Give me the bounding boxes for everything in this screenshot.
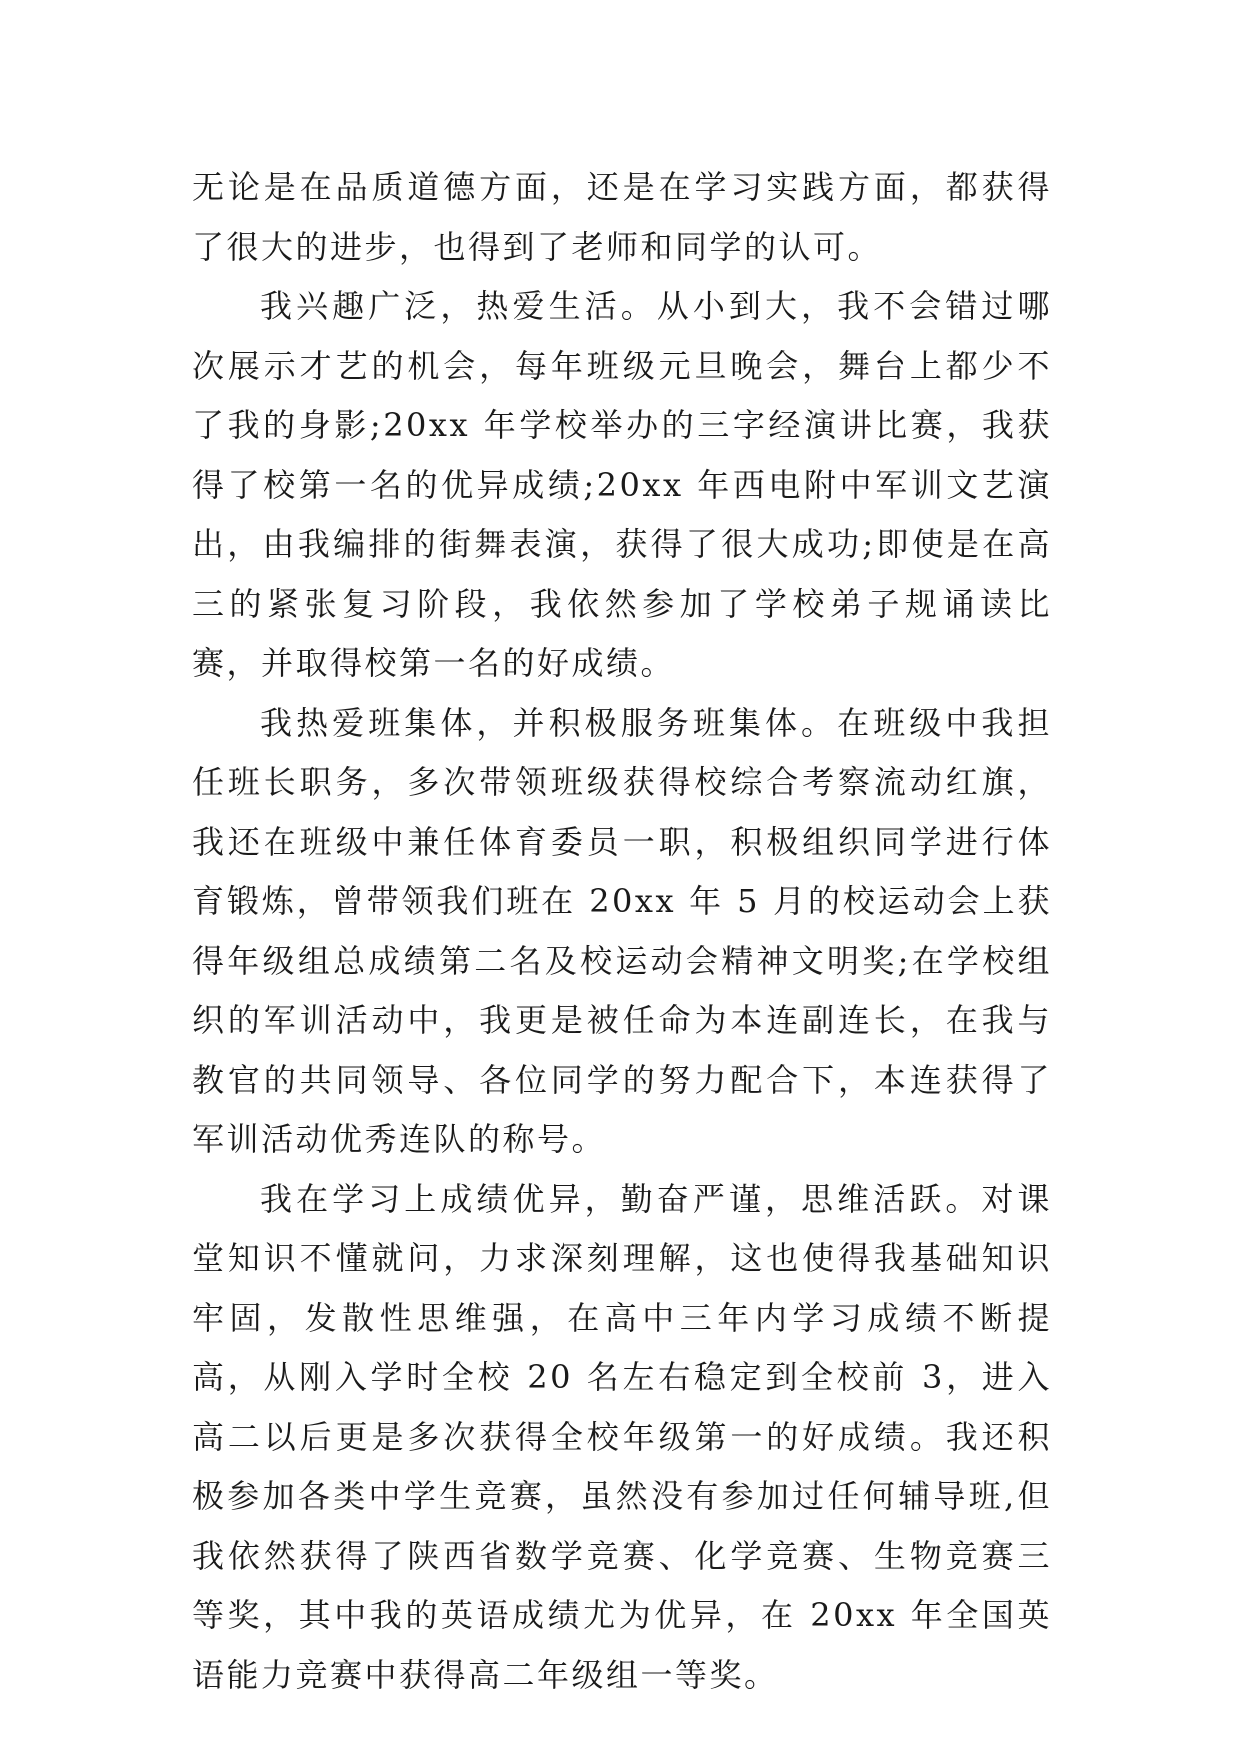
paragraph-class-service: 我热爱班集体，并积极服务班集体。在班级中我担任班长职务，多次带领班级获得校综合考察流动红旗，我还在班级中兼任体育委员一职，积极组织同学进行体育锻炼，曾带领我们班在 20xx 年 5 月的校运动会上获得年级组总成绩第二名及校运动会精神文明奖;在学校组织的军训活动中，我更是被任命为本连副连长，在我与教官的共同领导、各位同学的努力配合下，本连获得了军训活动优秀连队的称号。 xyxy=(192,703,1052,1158)
paragraph-continuation: 无论是在品质道德方面，还是在学习实践方面，都获得了很大的进步，也得到了老师和同学的认可。 xyxy=(192,168,1052,266)
paragraph-hobbies: 我兴趣广泛，热爱生活。从小到大，我不会错过哪次展示才艺的机会，每年班级元旦晚会，舞台上都少不了我的身影;20xx 年学校举办的三字经演讲比赛，我获得了校第一名的优异成绩;20xx 年西电附中军训文艺演出，由我编排的街舞表演，获得了很大成功;即使是在高三的紧张复习阶段，我依然参加了学校弟子规诵读比赛，并取得校第一名的好成绩。 xyxy=(192,287,1052,682)
paragraph-academics: 我在学习上成绩优异，勤奋严谨，思维活跃。对课堂知识不懂就问，力求深刻理解，这也使得我基础知识牢固，发散性思维强，在高中三年内学习成绩不断提高，从刚入学时全校 20 名左右稳定到全校前 3，进入高二以后更是多次获得全校年级第一的好成绩。我还积极参加各类中学生竞赛，虽然没有参加过任何辅导班,但我依然获得了陕西省数学竞赛、化学竞赛、生物竞赛三等奖，其中我的英语成绩尤为优异，在 20xx 年全国英语能力竞赛中获得高二年级组一等奖。 xyxy=(192,1179,1052,1694)
document-body xyxy=(192,158,1052,1705)
